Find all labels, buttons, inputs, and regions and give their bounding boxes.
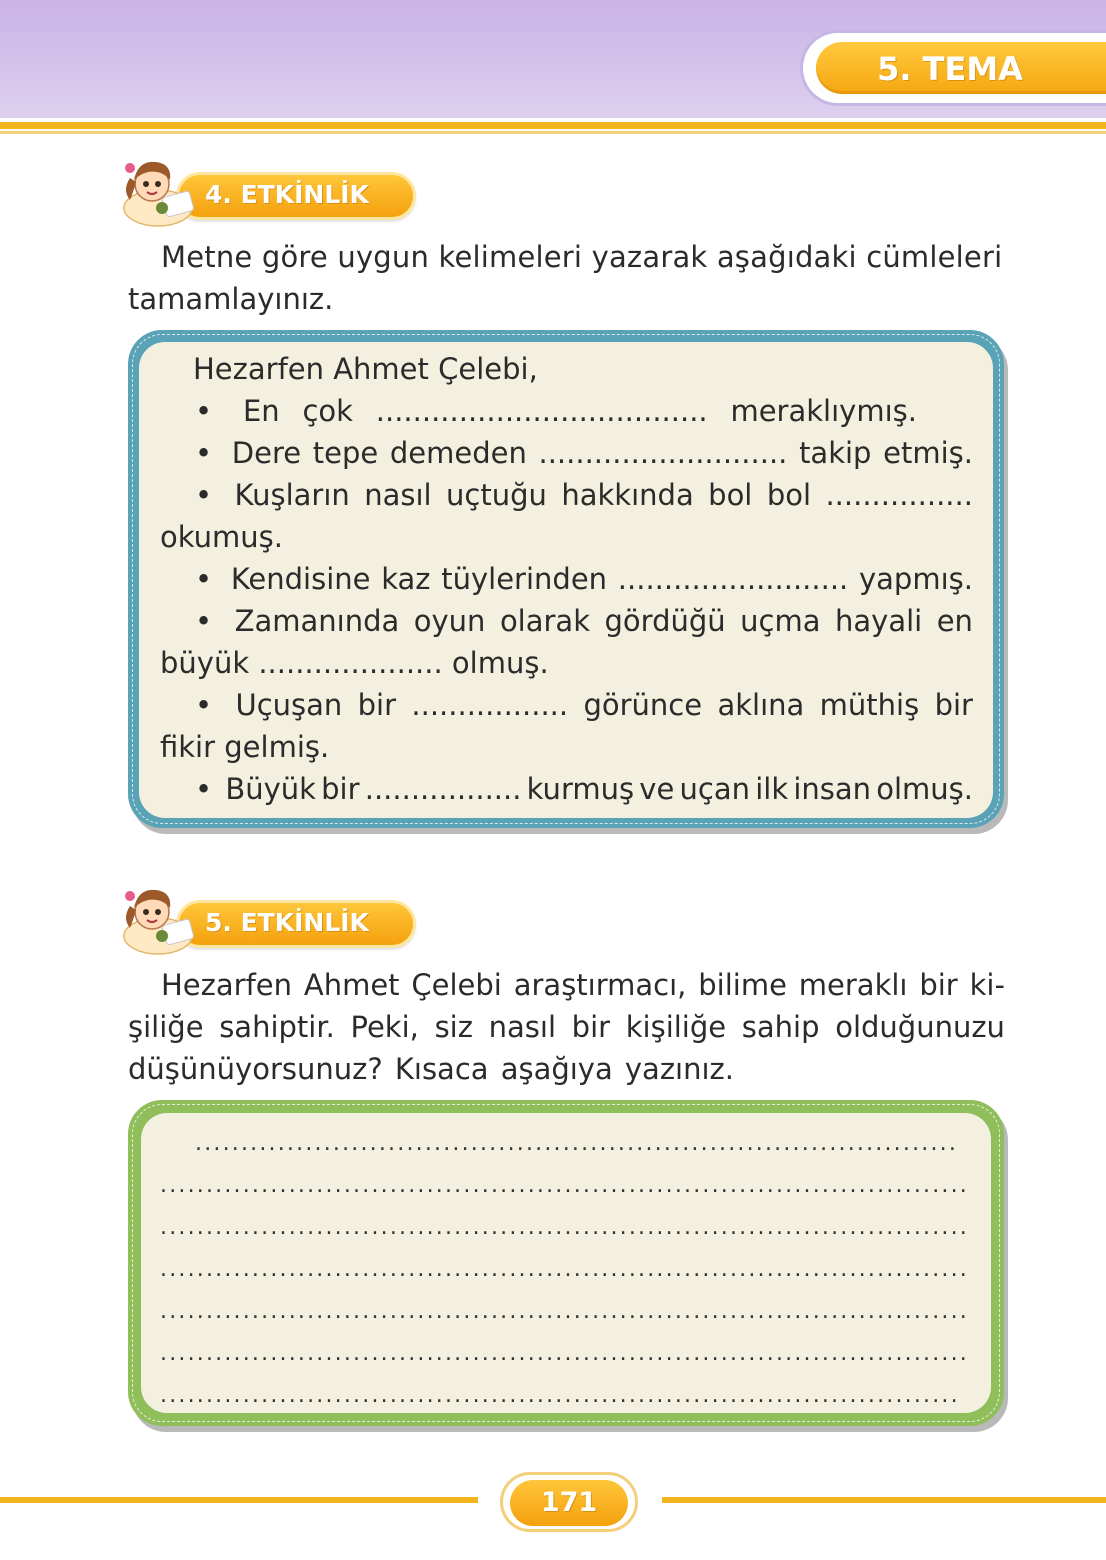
page-number: 171 [540, 1487, 598, 1518]
blank-dots[interactable]: ................ [825, 478, 973, 512]
sentence-7 [195, 768, 973, 810]
sentence-2 [195, 432, 973, 474]
word: uçan [679, 772, 750, 806]
activity-4-instruction [128, 236, 1006, 320]
word: sahiptir. [219, 1010, 335, 1044]
footer-line-right [662, 1497, 1106, 1503]
bullet-icon: • [195, 436, 213, 470]
word: bir [357, 688, 397, 722]
sentence-3-continued: okumuş. [160, 520, 283, 554]
word: Ahmet [303, 968, 400, 1002]
blank-dots[interactable]: ................. [411, 688, 569, 722]
sentence-5-continued: büyük .................... olmuş. [160, 646, 549, 680]
word: Kısaca [394, 1052, 489, 1086]
sentence-6 [195, 684, 973, 726]
word: insan [793, 772, 872, 806]
word: araştırmacı, [513, 968, 687, 1002]
word: kişiliğe [625, 1010, 727, 1044]
word: müthiş [819, 688, 920, 722]
word: uçma [740, 604, 821, 638]
bullet-icon: • [195, 772, 213, 806]
word: bir [934, 688, 973, 722]
instruction-line-1: Metne göre uygun kelimeleri yazarak aşağıdaki cümleleri [161, 240, 1003, 274]
word: bir [321, 772, 360, 806]
word: Dere [231, 436, 302, 470]
word: yapmış. [859, 562, 973, 596]
word: ki- [969, 968, 1005, 1002]
word: bol [708, 478, 753, 512]
word: uçtuğu [446, 478, 547, 512]
instruction-line-1 [161, 964, 1005, 1006]
activity-4-label: 4. ETKİNLİK [205, 180, 369, 209]
word: düşünüyorsunuz? [128, 1052, 383, 1086]
sentence-1 [195, 390, 917, 432]
sentence-3 [195, 474, 973, 516]
bullet-icon: • [195, 688, 213, 722]
word: Çelebi [411, 968, 502, 1002]
word: bol [766, 478, 812, 512]
footer-line-left [0, 1497, 478, 1503]
word: Uçuşan [235, 688, 343, 722]
answer-line[interactable]: ................................................................................... [195, 1131, 959, 1156]
bullet-icon: • [195, 604, 213, 638]
word: aşağıya [500, 1052, 613, 1086]
girl-mascot-icon [118, 150, 198, 230]
answer-line[interactable]: ........................................................................................ [160, 1215, 969, 1240]
header-divider-thin [0, 131, 1106, 134]
instruction-line-3 [128, 1048, 734, 1090]
bullet-icon: • [195, 394, 213, 428]
word: kaz [381, 562, 431, 596]
word: nasıl [364, 478, 432, 512]
word: Hezarfen [161, 968, 292, 1002]
answer-line[interactable]: ........................................................................................ [160, 1257, 969, 1282]
word: kurmuş [526, 772, 635, 806]
blank-dots[interactable]: ......................... [617, 562, 849, 596]
word: hakkında [561, 478, 694, 512]
answer-line[interactable]: ........................................................................................ [160, 1173, 969, 1198]
word: siz [434, 1010, 473, 1044]
fill-in-intro: Hezarfen Ahmet Çelebi, [193, 352, 538, 386]
word: görünce [583, 688, 703, 722]
instruction-line-2 [128, 1006, 1005, 1048]
word: yazınız. [624, 1052, 734, 1086]
word: bir [571, 1010, 611, 1044]
bullet-icon: • [195, 562, 213, 596]
tema-label: 5. TEMA [877, 50, 1023, 88]
bullet-icon: • [195, 478, 213, 512]
answer-line[interactable]: ....................................................................................... [160, 1383, 960, 1408]
word: en [936, 604, 973, 638]
word: Kuşların [234, 478, 350, 512]
sentence-5 [195, 600, 973, 642]
blank-dots[interactable]: ................. [364, 772, 522, 806]
answer-line[interactable]: ........................................................................................ [160, 1299, 969, 1324]
word: aklına [717, 688, 805, 722]
activity-5-label: 5. ETKİNLİK [205, 908, 369, 937]
word: gördüğü [604, 604, 726, 638]
girl-mascot-icon [118, 878, 198, 958]
word: Zamanında [234, 604, 400, 638]
word: takip [799, 436, 872, 470]
word: Kendisine [230, 562, 371, 596]
word: oyun [413, 604, 486, 638]
word: ve [639, 772, 675, 806]
sentence-4 [195, 558, 973, 600]
blank-dots[interactable]: ........................... [538, 436, 788, 470]
word: Peki, [350, 1010, 419, 1044]
word: tepe [312, 436, 379, 470]
word: çok [302, 394, 353, 428]
word: meraklı [798, 968, 908, 1002]
word: hayali [835, 604, 923, 638]
word: ilk [755, 772, 789, 806]
word: olarak [499, 604, 590, 638]
instruction-line-2: tamamlayınız. [128, 282, 334, 316]
word: demeden [389, 436, 527, 470]
word: bilime [698, 968, 787, 1002]
word: meraklıymış. [730, 394, 917, 428]
word: sahip [741, 1010, 820, 1044]
header-divider [0, 122, 1106, 129]
word: etmiş. [883, 436, 973, 470]
word: olduğunuzu [835, 1010, 1005, 1044]
word: şiliğe [128, 1010, 204, 1044]
word: olmuş. [876, 772, 973, 806]
word: tüylerinden [441, 562, 608, 596]
blank-dots[interactable]: .................................... [375, 394, 708, 428]
sentence-6-continued: fikir gelmiş. [160, 730, 330, 764]
word: En [242, 394, 280, 428]
word: bir [919, 968, 958, 1002]
word: Büyük [225, 772, 316, 806]
word: nasıl [488, 1010, 556, 1044]
answer-line[interactable]: ........................................................................................ [160, 1341, 969, 1366]
